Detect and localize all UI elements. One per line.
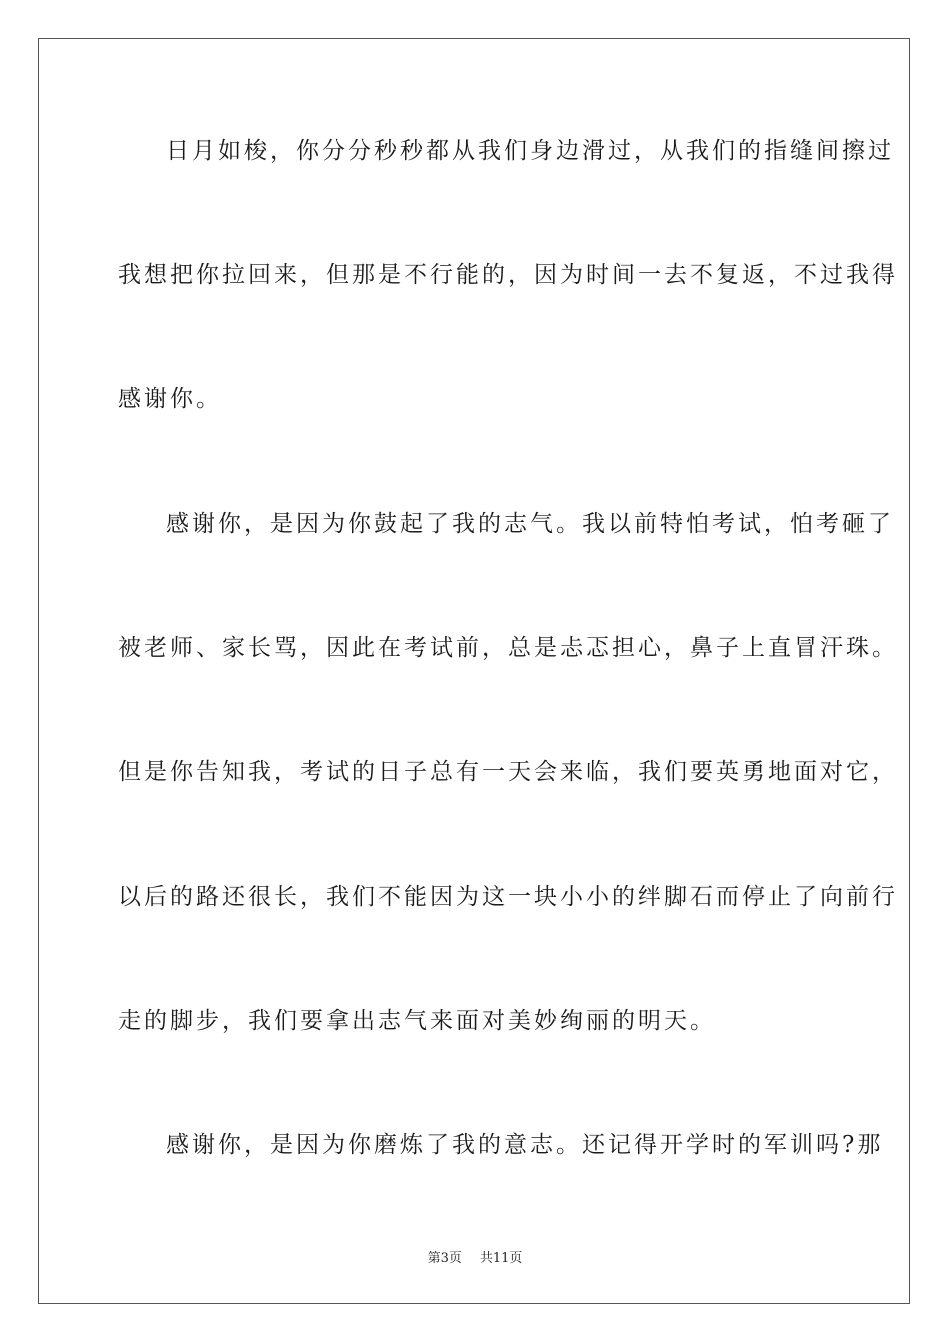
paragraph-1-line-2: 我想把你拉回来，但那是不行能的，因为时间一去不复返，不过我得 xyxy=(118,262,898,288)
paragraph-2-line-2: 被老师、家长骂，因此在考试前，总是忐忑担心，鼻子上直冒汗珠。 xyxy=(118,635,898,661)
paragraph-2-line-4: 以后的路还很长，我们不能因为这一块小小的绊脚石而停止了向前行 xyxy=(118,884,898,910)
paragraph-1-line-1: 日月如梭，你分分秒秒都从我们身边滑过，从我们的指缝间擦过 xyxy=(166,138,894,164)
page-total: 共11页 xyxy=(479,1251,523,1266)
paragraph-2-line-5: 走的脚步，我们要拿出志气来面对美妙绚丽的明天。 xyxy=(118,1008,716,1034)
page-number: 第3页 xyxy=(427,1251,462,1266)
paragraph-1-line-3: 感谢你。 xyxy=(118,386,222,412)
page-border xyxy=(38,38,910,1304)
paragraph-2-line-1: 感谢你，是因为你鼓起了我的志气。我以前特怕考试，怕考砸了 xyxy=(166,511,894,537)
paragraph-3-line-1: 感谢你，是因为你磨炼了我的意志。还记得开学时的军训吗?那 xyxy=(166,1132,884,1158)
paragraph-2-line-3: 但是你告知我，考试的日子总有一天会来临，我们要英勇地面对它， xyxy=(118,759,898,785)
page-footer xyxy=(0,1247,950,1266)
